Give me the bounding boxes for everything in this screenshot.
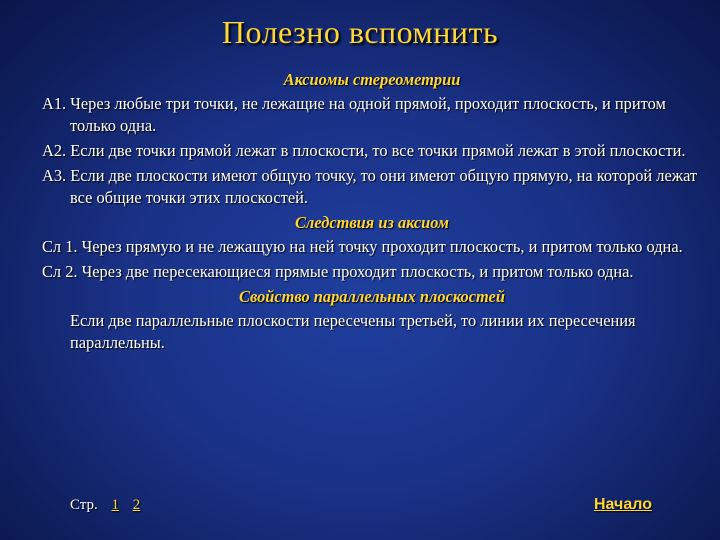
corollary-text: Через прямую и не лежащую на ней точку проходит плоскость, и притом только одна. <box>81 237 683 256</box>
axioms-heading: Аксиомы стереометрии <box>283 70 461 89</box>
property-text: Если две параллельные плоскости пересечены третьей, то линии их пересечения параллельны. <box>70 311 636 352</box>
axiom-text: Если две плоскости имеют общую точку, то они имеют общую прямую, на которой лежат все общие точки этих плоскостей. <box>70 166 698 207</box>
corollary-item <box>42 236 702 258</box>
axiom-text: Если две точки прямой лежат в плоскости, то все точки прямой лежат в этой плоскости. <box>70 141 686 160</box>
home-link[interactable]: Начало <box>594 496 652 513</box>
axiom-item <box>42 165 702 209</box>
axiom-item <box>42 140 702 162</box>
page-2-link[interactable]: 2 <box>132 497 141 513</box>
page-1-link[interactable]: 1 <box>111 497 120 513</box>
corollary-label: Сл 2. <box>42 262 78 281</box>
pages-label: Стр. <box>70 497 98 513</box>
corollary-item <box>42 261 702 283</box>
axiom-item <box>42 93 702 137</box>
corollaries-heading: Следствия из аксиом <box>294 213 450 232</box>
slide-content <box>42 68 702 354</box>
axiom-label: А1. <box>42 94 67 113</box>
axiom-label: А3. <box>42 166 67 185</box>
axiom-text: Через любые три точки, не лежащие на одной прямой, проходит плоскость, и притом только одна. <box>70 94 666 135</box>
slide-title: Полезно вспомнить <box>221 14 499 50</box>
page-navigation <box>70 497 140 514</box>
axiom-label: А2. <box>42 141 67 160</box>
corollary-label: Сл 1. <box>42 237 78 256</box>
property-heading: Свойство параллельных плоскостей <box>239 287 505 306</box>
corollary-text: Через две пересекающиеся прямые проходит плоскость, и притом только одна. <box>81 262 634 281</box>
